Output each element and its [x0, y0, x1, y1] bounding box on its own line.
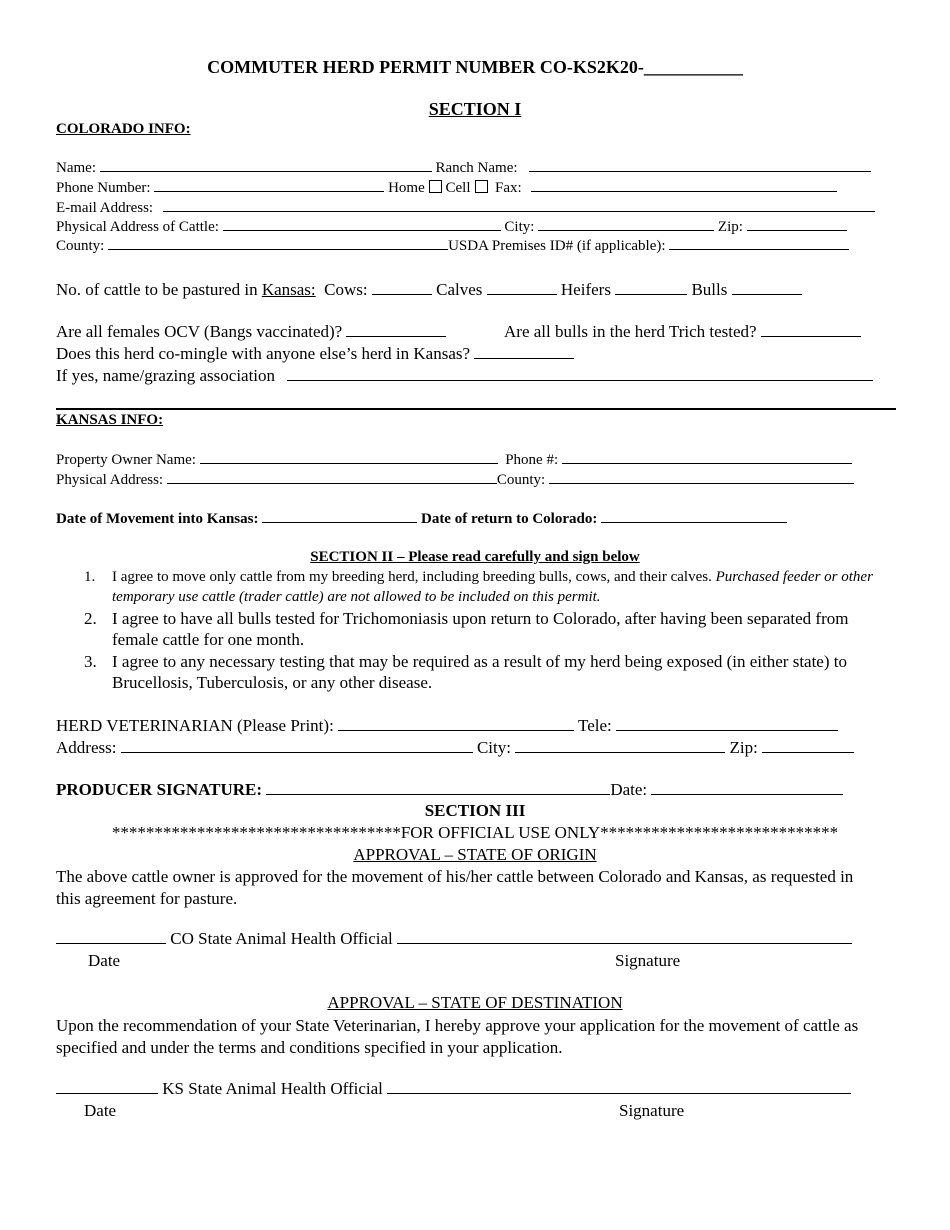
ks-county-field[interactable] [549, 471, 854, 484]
vet-zip-label: Zip: [729, 738, 758, 757]
vet-zip-field[interactable] [762, 740, 854, 753]
ks-address-row [56, 471, 854, 489]
cows-field[interactable] [372, 282, 432, 295]
city-field[interactable] [538, 218, 714, 231]
co-signature-field[interactable] [397, 931, 852, 944]
email-field[interactable] [163, 199, 875, 212]
bulls-label: Bulls [691, 280, 728, 299]
city-label: City: [504, 219, 535, 235]
ks-phone-field[interactable] [562, 451, 852, 464]
physical-address-label: Physical Address of Cattle: [56, 219, 219, 235]
email-label: E-mail Address: [56, 200, 154, 216]
ks-official-row [56, 1079, 851, 1099]
co-signature-label: Signature [615, 951, 681, 970]
ks-signature-field[interactable] [387, 1081, 851, 1094]
producer-date-field[interactable] [651, 782, 843, 795]
kansas-info-heading: KANSAS INFO: [56, 412, 164, 428]
county-row [56, 237, 849, 255]
cattle-count-label: No. of cattle to be pastured in [56, 280, 258, 299]
item-3-number: 3. [84, 652, 97, 671]
section-divider [56, 408, 896, 410]
section-1-heading: SECTION I [428, 99, 522, 119]
email-row [56, 199, 875, 217]
vet-address-field[interactable] [121, 740, 473, 753]
cell-label: Cell [445, 180, 471, 196]
phone-label: Phone Number: [56, 180, 151, 196]
origin-heading: APPROVAL – STATE OF ORIGIN [353, 845, 597, 864]
ks-phone-label: Phone #: [505, 452, 559, 468]
kansas-label: Kansas: [261, 280, 316, 299]
bulls-field[interactable] [732, 282, 802, 295]
ifyes-row [56, 366, 873, 386]
item-1-italic: Purchased feeder or other temporary use cattle (trader cattle) are not allowed to be included on this permit. [112, 569, 873, 605]
ranch-name-label: Ranch Name: [435, 160, 518, 176]
producer-signature-field[interactable] [266, 782, 610, 795]
ocv-row [56, 322, 446, 342]
owner-label: Property Owner Name: [56, 452, 196, 468]
name-field[interactable] [100, 159, 432, 172]
vet-address-row [56, 738, 854, 758]
producer-signature-row [56, 780, 843, 800]
ks-official-label: KS State Animal Health Official [162, 1079, 383, 1098]
co-official-row [56, 929, 852, 949]
cows-label: Cows: [324, 280, 368, 299]
cattle-count-row [56, 280, 802, 300]
ks-signature-label: Signature [619, 1101, 685, 1120]
vet-label: HERD VETERINARIAN (Please Print): [56, 716, 334, 735]
ranch-name-field[interactable] [529, 159, 871, 172]
usda-label: USDA Premises ID# (if applicable): [448, 238, 666, 254]
tele-label: Tele: [578, 716, 612, 735]
comingle-field[interactable] [474, 346, 574, 359]
zip-label: Zip: [717, 219, 743, 235]
zip-field[interactable] [747, 218, 847, 231]
item-3-text: I agree to any necessary testing that may be required as a result of my herd being exposed (in either state) to Brucellosis, Tuberculosis, or any other disease. [112, 652, 847, 692]
comingle-row [56, 344, 574, 364]
fax-field[interactable] [531, 179, 837, 192]
official-use-banner: **********************************FOR OFFICIAL USE ONLY**************************** [111, 823, 839, 842]
trich-field[interactable] [761, 324, 861, 337]
calves-label: Calves [436, 280, 483, 299]
home-label: Home [388, 180, 425, 196]
ocv-field[interactable] [346, 324, 446, 337]
fax-label: Fax: [495, 180, 522, 196]
cell-checkbox[interactable] [475, 180, 488, 193]
vet-address-label: Address: [56, 738, 117, 757]
date-return-label: Date of return to Colorado: [420, 511, 598, 527]
item-1-main: I agree to move only cattle from my breeding herd, including breeding bulls, cows, and their calves. [112, 569, 712, 585]
owner-field[interactable] [200, 451, 498, 464]
movement-dates-row [56, 510, 787, 528]
ks-date-label: Date [84, 1101, 117, 1120]
phone-row [56, 179, 837, 197]
item-2-number: 2. [84, 609, 97, 628]
item-2-text: I agree to have all bulls tested for Trichomoniasis upon return to Colorado, after having been separated from female cattle for one month. [112, 609, 849, 649]
ifyes-label: If yes, name/grazing association [56, 366, 276, 385]
date-return-field[interactable] [601, 510, 787, 523]
comingle-question: Does this herd co-mingle with anyone else’s herd in Kansas? [56, 344, 471, 363]
date-movement-label: Date of Movement into Kansas: [56, 511, 259, 527]
heifers-label: Heifers [560, 280, 611, 299]
ks-date-field[interactable] [56, 1081, 158, 1094]
vet-city-field[interactable] [515, 740, 725, 753]
ifyes-field[interactable] [287, 368, 873, 381]
ocv-question: Are all females OCV (Bangs vaccinated)? [56, 322, 343, 341]
co-official-label: CO State Animal Health Official [170, 929, 393, 948]
trich-row [504, 322, 861, 342]
item-1-number: 1. [84, 569, 96, 585]
origin-text: The above cattle owner is approved for the movement of his/her cattle between Colorado and Kansas, as requested in this agreement for pasture. [56, 867, 854, 908]
vet-city-label: City: [476, 738, 511, 757]
vet-field[interactable] [338, 718, 574, 731]
destination-heading: APPROVAL – STATE OF DESTINATION [327, 993, 623, 1012]
ks-county-label: County: [496, 472, 546, 488]
item-1-text [112, 567, 892, 607]
physical-address-field[interactable] [223, 218, 501, 231]
ks-address-label: Physical Address: [56, 472, 164, 488]
producer-date-label: Date: [610, 780, 648, 799]
trich-question: Are all bulls in the herd Trich tested? [504, 322, 757, 341]
name-row [56, 159, 871, 177]
destination-text: Upon the recommendation of your State Veterinarian, I hereby approve your application for the movement of cattle as specified and under the terms and conditions specified in your application. [56, 1016, 859, 1057]
usda-field[interactable] [669, 237, 849, 250]
ks-address-field[interactable] [167, 471, 497, 484]
co-date-field[interactable] [56, 931, 166, 944]
heifers-field[interactable] [615, 282, 687, 295]
name-label: Name: [56, 160, 96, 176]
county-field[interactable] [108, 237, 448, 250]
phone-field[interactable] [154, 179, 384, 192]
address-row [56, 218, 847, 236]
section-2-heading: SECTION II – Please read carefully and sign below [310, 549, 640, 565]
section-3-heading: SECTION III [424, 801, 526, 820]
owner-row [56, 451, 852, 469]
date-movement-field[interactable] [262, 510, 417, 523]
vet-row [56, 716, 838, 736]
tele-field[interactable] [616, 718, 838, 731]
permit-title: COMMUTER HERD PERMIT NUMBER CO-KS2K20-___________ [207, 57, 743, 77]
calves-field[interactable] [487, 282, 557, 295]
county-label: County: [56, 238, 105, 254]
co-date-label: Date [88, 951, 121, 970]
home-checkbox[interactable] [429, 180, 442, 193]
producer-signature-label: PRODUCER SIGNATURE: [56, 780, 263, 799]
colorado-info-heading: COLORADO INFO: [56, 121, 191, 137]
